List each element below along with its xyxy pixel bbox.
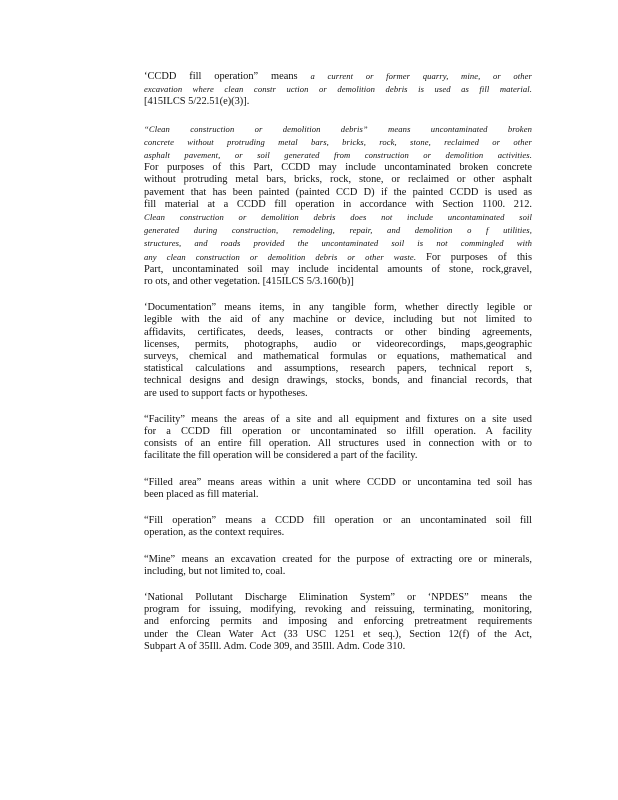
text-run: and enforcing permits and imposing and enforcing pretreatment requirements [144, 616, 532, 628]
text-line [144, 314, 532, 326]
definition-ccdd-fill-operation [144, 70, 532, 109]
italic-text: asphalt pavement, or soil generated from construction or demolition activities. [144, 150, 532, 161]
text-line [144, 276, 532, 288]
text-line [144, 414, 532, 426]
text-run: “Facility” means the areas of a site and all equipment and fixtures on a site used [144, 413, 532, 425]
text-line [144, 426, 532, 438]
text-run: ‘Documentation” means items, in any tangible form, whether directly legible or [144, 302, 532, 314]
text-line [144, 388, 532, 400]
text-run: For purposes of this Part, CCDD may include uncontaminated broken concrete [144, 162, 532, 174]
text-run: operation, as the context requires. [144, 527, 285, 539]
definition-documentation [144, 302, 532, 400]
text-line [144, 123, 532, 136]
text-line [144, 616, 532, 628]
text-line [144, 174, 532, 186]
text-line [144, 211, 532, 224]
italic-text: Clean construction or demolition debris does not include uncontaminated soil [144, 212, 532, 223]
document-body [144, 70, 532, 667]
text-line [144, 251, 532, 264]
definition-filled-area [144, 477, 532, 501]
text-line [144, 302, 532, 314]
text-line [144, 489, 532, 501]
text-line [144, 187, 532, 199]
text-run: Part, uncontaminated soil may include incidental amounts of stone, rock,gravel, [144, 263, 532, 275]
text-line [144, 339, 532, 351]
text-line [144, 592, 532, 604]
text-run: been placed as fill material. [144, 488, 259, 500]
italic-text: concrete without protruding metal bars, bricks, rock, stone, reclaimed or other [144, 136, 532, 147]
text-line [144, 199, 532, 211]
text-line [144, 604, 532, 616]
text-line [144, 327, 532, 339]
text-line [144, 375, 532, 387]
definition-fill-operation [144, 515, 532, 539]
text-run: ro ots, and other vegetation. [415ILCS 5/3.160(b)] [144, 276, 354, 288]
text-run: “Mine” means an excavation created for the purpose of extracting ore or minerals, [144, 553, 532, 565]
text-line [144, 629, 532, 641]
text-line [144, 477, 532, 489]
text-line [144, 149, 532, 162]
text-line [144, 554, 532, 566]
italic-text: structures, and roads provided the uncontaminated soil is not commingled with [144, 238, 532, 249]
text-run: fill material at a CCDD fill operation in accordance with Section 1100. 212. [144, 198, 532, 210]
text-run: surveys, chemical and mathematical formulas or equations, mathematical and [144, 351, 532, 363]
italic-text: excavation where clean constr uction or demolition debris is used as fill material. [144, 84, 532, 95]
text-line [144, 237, 532, 250]
text-line [144, 96, 532, 108]
text-run: under the Clean Water Act (33 USC 1251 et seq.), Section 12(f) of the Act, [144, 628, 532, 640]
text-run: ‘National Pollutant Discharge Elimination System” or ‘NPDES” means the [144, 591, 532, 603]
text-run: for a CCDD fill operation or uncontaminated so ilfill operation. A facility [144, 426, 532, 438]
text-line [144, 566, 532, 578]
text-run: For purposes of this [426, 251, 532, 263]
text-line [144, 83, 532, 96]
definition-facility [144, 414, 532, 463]
text-run: without protruding metal bars, bricks, rock, stone, or reclaimed or other asphalt [144, 174, 532, 186]
text-line [144, 162, 532, 174]
text-line [144, 438, 532, 450]
text-line [144, 264, 532, 276]
italic-text: any clean construction or demolition debris or other waste. [144, 251, 427, 262]
text-run: “Fill operation” means a CCDD fill operation or an uncontaminated soil fill [144, 515, 532, 527]
text-line [144, 136, 532, 149]
text-run: including, but not limited to, coal. [144, 565, 286, 577]
text-run: legible with the aid of any machine or device, including but not limited to [144, 314, 532, 326]
text-run: are used to support facts or hypotheses. [144, 387, 308, 399]
text-run: facilitate the fill operation will be considered a part of the facility. [144, 450, 418, 462]
italic-text: generated during construction, remodeling, repair, and demolition o f utilities, [144, 225, 532, 236]
text-run: pavement that has been painted (painted CCD D) if the painted CCDD is used as [144, 186, 532, 198]
text-run: statistical calculations and assumptions, research papers, technical report s, [144, 363, 532, 375]
text-run: “Filled area” means areas within a unit where CCDD or uncontamina ted soil has [144, 476, 532, 488]
text-run: Subpart A of 35Ill. Adm. Code 309, and 35Ill. Adm. Code 310. [144, 640, 406, 652]
text-line [144, 70, 532, 83]
text-line [144, 527, 532, 539]
text-run: ‘CCDD fill operation” means [144, 71, 311, 82]
text-run: [415ILCS 5/22.51(e)(3)]. [144, 96, 250, 108]
text-line [144, 351, 532, 363]
text-run: licenses, permits, photographs, audio or videorecordings, maps,geographic [144, 338, 532, 350]
text-line [144, 363, 532, 375]
text-line [144, 224, 532, 237]
text-line [144, 515, 532, 527]
definition-clean-construction-debris [144, 123, 532, 289]
definition-npdes [144, 592, 532, 653]
italic-text: “Clean construction or demolition debris” means uncontaminated broken [144, 123, 532, 134]
italic-text: a current or former quarry, mine, or other [310, 71, 532, 81]
text-run: affidavits, certificates, deeds, leases, contracts or other binding agreements, [144, 326, 532, 338]
text-line [144, 641, 532, 653]
text-run: technical designs and design drawings, stocks, bonds, and financial records, that [144, 375, 532, 387]
text-run: program for issuing, modifying, revoking and reissuing, terminating, monitoring, [144, 604, 532, 616]
definition-mine [144, 554, 532, 578]
text-line [144, 450, 532, 462]
text-run: consists of an entire fill operation. All structures used in connection with or to [144, 438, 532, 450]
